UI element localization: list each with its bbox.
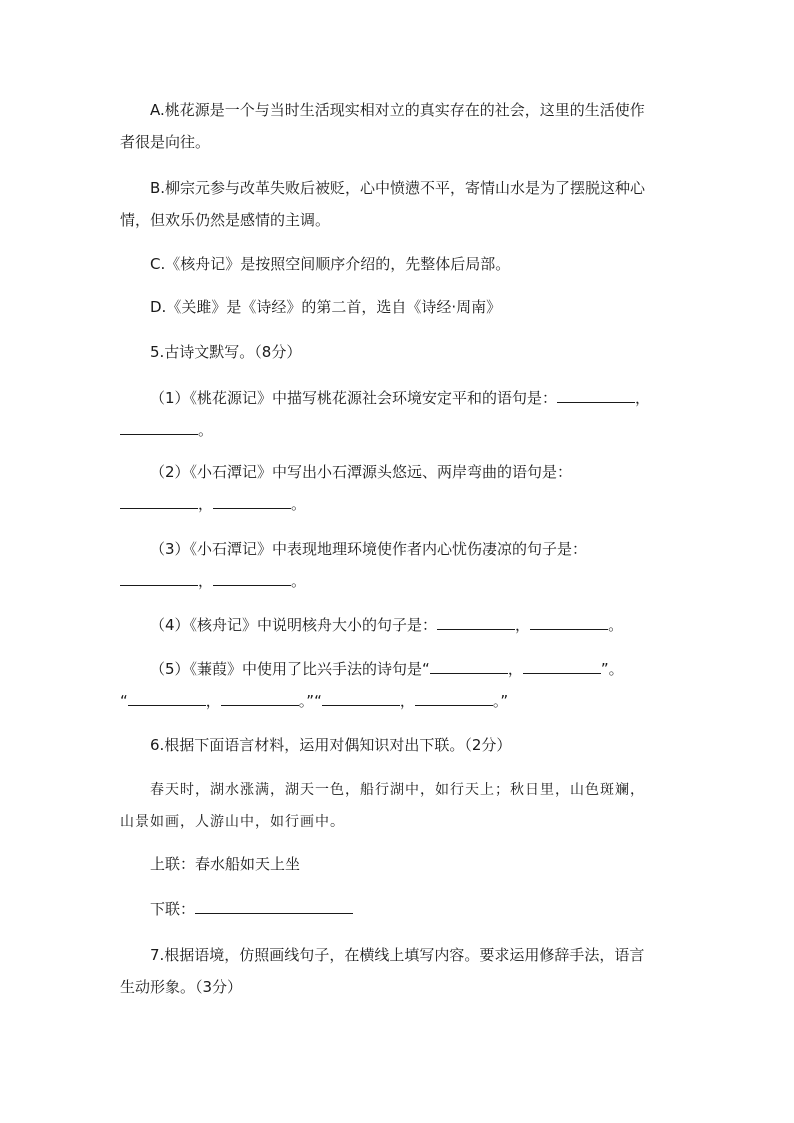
lower-couplet [120, 893, 680, 925]
option-b-line2: 情，但欢乐仍然是感情的主调。 [120, 211, 331, 229]
punct: 。 [608, 616, 624, 634]
question-5-item-2 [120, 456, 680, 520]
question-5-item-3 [120, 533, 680, 597]
item-4-text: （4）《核舟记》中说明核舟大小的句子是： [150, 616, 438, 634]
option-d [120, 291, 680, 323]
answer-blank[interactable] [120, 492, 198, 509]
upper-couplet [120, 848, 680, 880]
question-7-line2: 生动形象。（3分） [120, 978, 243, 996]
punct: ”。 [600, 660, 624, 678]
punct: 。”“ [298, 692, 322, 710]
punct: 。 [198, 421, 214, 439]
punct: ， [635, 389, 651, 407]
answer-blank[interactable] [322, 689, 400, 706]
punct: ， [399, 692, 415, 710]
option-b-line1: B.柳宗元参与改革失败后被贬，心中愤懑不平，寄情山水是为了摆脱这种心 [150, 179, 646, 197]
lower-couplet-label: 下联： [150, 900, 196, 918]
punct: ， [198, 495, 214, 513]
answer-blank[interactable] [120, 418, 198, 435]
question-5-item-4 [120, 609, 680, 641]
answer-blank[interactable] [430, 657, 508, 674]
answer-blank[interactable] [530, 613, 608, 630]
material-line1: 春天时，湖水涨满，湖天一色，船行湖中，如行天上；秋日里，山色斑斓， [150, 782, 645, 798]
question-5-title-text: 5.古诗文默写。（8分） [150, 343, 302, 361]
option-a-line2: 者很是向往。 [120, 133, 211, 151]
upper-couplet-text: 上联：春水船如天上坐 [150, 855, 301, 873]
option-c-text: C.《核舟记》是按照空间顺序介绍的，先整体后局部。 [150, 255, 511, 273]
question-7 [120, 939, 680, 1003]
material-line2: 山景如画，人游山中，如行画中。 [120, 814, 345, 830]
answer-blank[interactable] [415, 689, 493, 706]
punct: 。 [291, 495, 307, 513]
answer-blank[interactable] [213, 569, 291, 586]
answer-blank[interactable] [221, 689, 299, 706]
answer-blank[interactable] [523, 657, 601, 674]
answer-blank[interactable] [437, 613, 515, 630]
option-a-line1: A.桃花源是一个与当时生活现实相对立的真实存在的社会，这里的生活使作 [150, 101, 645, 119]
punct: 。” [492, 692, 509, 710]
item-5-text: （5）《蒹葭》中使用了比兴手法的诗句是“ [150, 660, 430, 678]
punct: “ [120, 692, 128, 710]
question-5-item-5 [120, 653, 680, 717]
option-a [120, 94, 680, 158]
option-c [120, 248, 680, 280]
answer-blank[interactable] [557, 386, 635, 403]
question-7-line1: 7.根据语境，仿照画线句子，在横线上填写内容。要求运用修辞手法，语言 [150, 946, 645, 964]
lower-couplet-blank[interactable] [195, 897, 353, 914]
answer-blank[interactable] [120, 569, 198, 586]
item-3-text: （3）《小石潭记》中表现地理环境使作者内心忧伤凄凉的句子是： [150, 540, 588, 558]
question-6-title [120, 729, 680, 761]
option-d-text: D.《关雎》是《诗经》的第二首，选自《诗经·周南》 [150, 298, 502, 316]
punct: ， [205, 692, 221, 710]
option-b [120, 172, 680, 236]
punct: 。 [291, 572, 307, 590]
question-5-item-1 [120, 382, 680, 446]
answer-blank[interactable] [213, 492, 291, 509]
item-1-text: （1）《桃花源记》中描写桃花源社会环境安定平和的语句是： [150, 389, 558, 407]
question-5-title [120, 336, 680, 368]
punct: ， [507, 660, 523, 678]
item-2-text: （2）《小石潭记》中写出小石潭源头悠远、两岸弯曲的语句是： [150, 463, 573, 481]
punct: ， [515, 616, 531, 634]
question-6-material [120, 774, 680, 838]
answer-blank[interactable] [128, 689, 206, 706]
question-6-title-text: 6.根据下面语言材料，运用对偶知识对出下联。（2分） [150, 736, 512, 754]
punct: ， [198, 572, 214, 590]
